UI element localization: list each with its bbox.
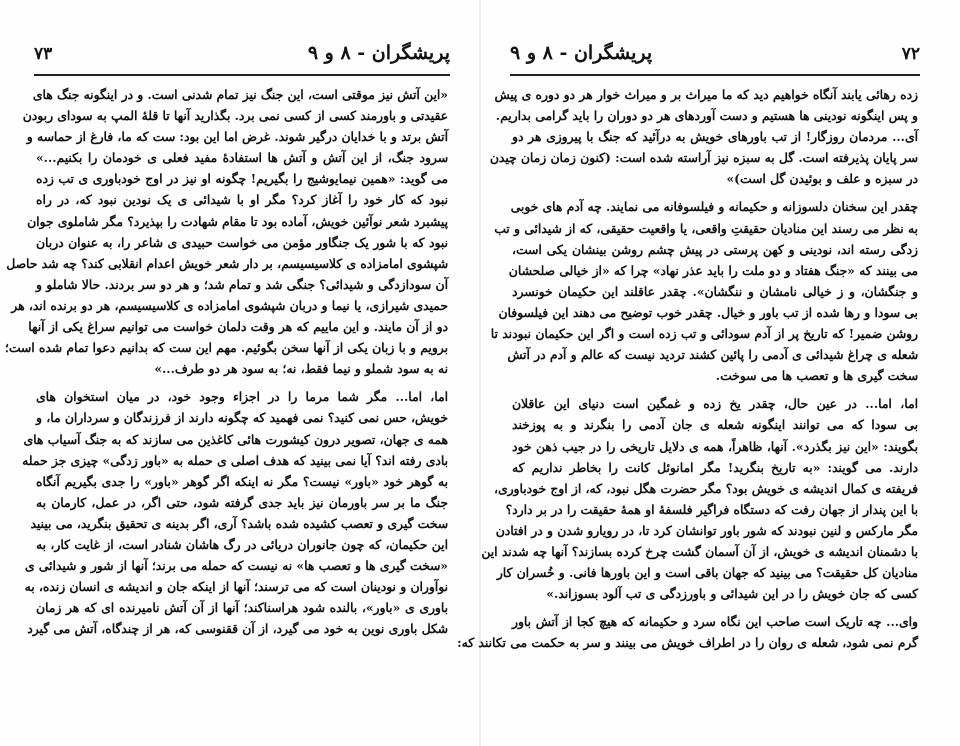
text-line: آتش برتد و با خدایان درگیر شوند. غرض اما این بود: ست که ما، فارغ از حماسه و (26, 129, 448, 145)
text-line: آن سودازدگی و شیدائی؟ جنگی شد و تمام شد؛ و هر دو سر بردند. حالا شاملو و (36, 276, 448, 292)
text-line: این حکیمان، که چون جانوران دریائی در رگ هاشان شنادر است، از غایت کار، به (36, 536, 448, 552)
text-line: زده رهائی یابند آنگاه خواهیم دید که ما میراث بر و میراث خوار هر دو دوره ی پیش (494, 87, 918, 102)
text-line: اما، اما... مگر شما مرما را در اجزاء وجود خود، در میان استخوان های (36, 389, 448, 405)
left-page-body (4, 84, 448, 639)
paragraph-gap (36, 379, 448, 386)
text-line: باوری ی «باور»، بالنده شود هراسناکند؛ آنها از آن آتش نامیرنده ای که هر زمان (36, 600, 448, 616)
paragraph (4, 84, 448, 379)
text-line: نه به سود شملو و نیما فقط، نه؛ به سود هر دو طرف...» (154, 361, 448, 377)
left-page-header (34, 44, 450, 74)
text-line: نوآوران و نودینان است که می ترسند؛ آنها از اینکه جان و اندیشه ی انسان زنده، به (24, 579, 448, 595)
text-line: فریفته ی کمال اندیشه ی خویش بود؟ مگر حضرت هگل نبود، که، از اوج خودباوری، (494, 480, 918, 496)
paragraph (490, 196, 918, 386)
text-line: شپشوی امامزاده ی کلاسیسیسم، بر دار شعر خویش اعدام انقلابی کند؟ چه شد حاصل (6, 255, 448, 271)
paragraph-gap (512, 604, 918, 611)
text-line: نبود که با شور یک جنگاور مؤمن می خواست حبیدی ی شاعر را، به عنوان دربان (36, 234, 448, 250)
text-line: بگویند: «این نیز بگذرد». آنها، ظاهراً، همه ی دلایل تاریخی را در جیب ذهن خود (512, 438, 918, 454)
text-line: می بینند که «جنگ هفتاد و دو ملت را باید عذر نهاد» چرا که «از خیالی صلحشان (508, 262, 918, 278)
text-line: به نظر می رسند این منادیان حقیقتِ واقعی، یا واقعیت حقیقی، که از شیدائی و تب (494, 220, 918, 236)
right-page-number: ۷۲ (901, 44, 920, 64)
text-line: در سبزه و علف و بوئیدن گل است)» (726, 171, 918, 187)
right-page-body (457, 84, 918, 653)
text-line: شکل باوری نوین به خود می گیرد، از آن ققنوسی که، هر از چندگاه، آتش می گیرد (27, 621, 448, 637)
right-running-title: پریشگران - ۸ و ۹ (510, 42, 653, 64)
text-line: «سخت گیری ها و تعصب ها» نه نیست که حمله می برند؛ آنها از شور و شیدائی ی (24, 558, 448, 574)
paragraph-gap (512, 386, 918, 393)
text-line: حمیدی شیرازی، یا نیما و دربان شپشوی امامزاده ی کلاسیسیسم، هر دو برنده اند، هر (11, 297, 448, 313)
paragraph (22, 386, 448, 639)
text-line: خویش، حس نمی کنید؟ نمی فهمید که چگونه دارند از فرزندگان و سرداران ما، و (36, 410, 448, 426)
right-page (457, 0, 960, 746)
right-page-header (510, 44, 920, 74)
text-line: مگر مارکس و لنین نبودند که شور باور توانشان کرد تا، در رویارو شدن و در افتادن (495, 522, 918, 538)
text-line: آی... مردمان روزگار! از تب باورهای خویش به درآئید که جنگ با پیروزی هر دو (512, 129, 918, 145)
text-line: برویم و با زبان یکی از آنها سخن بگوئیم. مهم این ست که بدانیم دعوا تمام شده است؛ (4, 340, 448, 356)
text-line: پیشبرد شعر نوآئین خویش، آماده بود تا مقام شهادت را بپذیرد؟ مگر شاملوی جوان (27, 213, 448, 229)
text-line: سرود جنگ، از این آتش و آتش ها استفادهٔ مفید فعلی ی خودمان را بکنیم...» (36, 150, 448, 166)
text-line: سخت گیری ها و تعصب ها می سوخت. (715, 368, 918, 384)
text-line: کسی که جان خویش را در این شیدائی و باورزدگی ی تب آلود بسوزاند.» (546, 586, 918, 602)
text-line: چقدر این سخنان دلسوزانه و حکیمانه و فیلسوفانه می نمایند. چه آدم های خوبی (510, 199, 918, 215)
text-line: به گوهر خود «باور» نیست؟ مگر نه اینکه اگر گوهر «باور» را جدی بگیریم آنگاه (36, 473, 448, 489)
text-line: زدگی رسته اند، نودینی و کهن پرستی در پیش چشم روشن بینشان یکی است، (512, 241, 918, 257)
text-line: و جنگشان، و ز خیالی نامشان و ننگشان». چقدر عاقلند این حکیمان خونسرد (512, 283, 918, 299)
text-line: بی سودا و رها شده از تب باور و خیال. چقدر خوب توضیح می دهند این فیلسوفان (498, 304, 918, 320)
text-line: شعله ی چراغ شیدائی ی آدمی را پائین کشند تردید نیست که عالم و آدم در آتش (507, 347, 918, 363)
text-line: دو از آن مایند. و این ماییم که هر وقت دلمان خواست می توانیم سراغ یکی از آنها (28, 319, 448, 335)
text-line: «این آتش نیز موقتی است، این جنگ نیز تمام شدنی است. و در اینگونه جنگ های (32, 87, 448, 102)
right-header-rule (510, 74, 920, 76)
text-line: روشن ضمیر! که تاریخ پر از آدم سودائی و تب زده است و اگر این حکیمان نبودند تا (490, 326, 918, 342)
text-line: گرم نمی شود، شعله ی روان را در اطراف خویش می بینند و سر به حکمت می تکانند که: (457, 635, 918, 651)
text-line: بی سودا که می توانند اینگونه شعله ی جان آدمی را بنگرند و به پوزخند (512, 417, 918, 433)
text-line: وای... چه تاریک است صاحب این نگاه سرد و حکیمانه که هیچ کجا از آتش باور (512, 614, 918, 630)
paragraph (489, 84, 918, 189)
text-line: همه ی جهان، تصویر درون کیشورت هائی کاغذین می سازند که به جنگ آسیاب های (23, 431, 448, 447)
text-line: سخت گیری و تعصب کشیده شده باشد؟ آری، اگر بدینه ی تحقیق بنگرید، می بینید (30, 515, 448, 531)
left-running-title: پریشگران - ۸ و ۹ (307, 42, 450, 64)
left-header-rule (34, 74, 450, 76)
text-line: و پس اینگونه نودینی ها هستیم و دست آوردهای هر دو دوران را باید گرامی بداریم. (495, 108, 918, 124)
text-line: عقیدتی و باورمند کسی از کسی نمی برد. بگذارید آنها تا قلهٔ المپ به سودای ربودن (22, 108, 448, 124)
text-line: سر پایان پذیرفته است. گل به سبزه نیز آراسته شده است: (کنون زمان زمان چیدن (489, 150, 918, 166)
text-line: با این پندار از جهان رفت که دستگاه فراگیر فلسفهٔ او همهٔ حقیقت را در بر دارد؟ (505, 501, 918, 517)
text-line: جنگ ما بر سر باورمان نیز باید جدی گرفته شود، حتی اگر، در عمل، کارمان به (36, 494, 448, 510)
text-line: دارند. می گویند: «به تاریخ بنگرید! مگر امانوئل کانت را بخاطر نداریم که (512, 459, 918, 475)
text-line: می گوید: «همین نیمایوشیج را بگیریم! چگونه او نیز در اوج خودباوری ی تب زده (36, 171, 448, 187)
left-page-number: ۷۳ (34, 44, 53, 64)
text-line: بادی رفته اند؟ آیا نمی بینید که هدف اصلی ی حمله به «باور زدگی» چیزی جز حمله (22, 452, 448, 468)
text-line: نبود که کار خود را آغاز کرد؟ مگر او با شیدائی ی یک نودین نبود که، در راه (36, 192, 448, 208)
paragraph-gap (512, 189, 918, 196)
left-page (0, 0, 478, 746)
paragraph (457, 611, 918, 653)
paragraph (481, 393, 918, 604)
text-line: منادیان کل حقیقت؟ می بینید که جهان باقی است و این باورها فانی. و خُسران کار (496, 565, 918, 581)
text-line: اما، اما... در عین حال، چقدر یخ زده و غمگین است دنیای این عاقلان (512, 396, 918, 412)
text-line: با دشمنان اندیشه ی خویش، از آن آسمان گشت چرخ کرده بسازند؟ آنها چه شدند این (481, 543, 918, 559)
